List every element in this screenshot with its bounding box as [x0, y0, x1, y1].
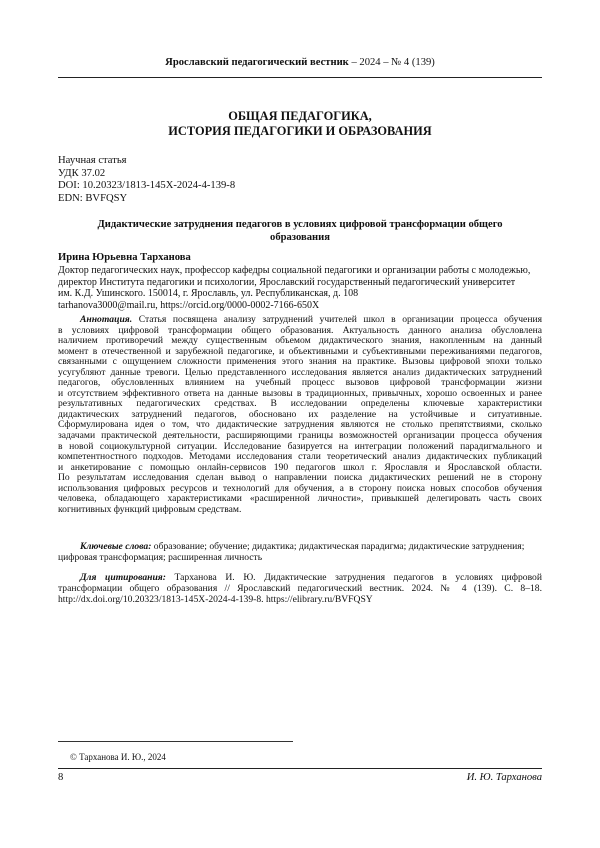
citation-line: трансформации общего образования // Ярославский педагогический вестник. 2024. № 4 (139). С. 8–18. [58, 582, 542, 594]
page-number: 8 [58, 772, 64, 783]
citation-text: Тарханова И. Ю. Дидактические затруднения педагогов в условиях цифровой [165, 572, 542, 583]
abstract-line: По результатам исследования сделан вывод о направлении поиска дидактических решений не в сторону [58, 472, 542, 484]
header-divider [58, 77, 542, 78]
abstract-line: использования цифровых ресурсов и технологий для обучения, а в сторону поиска новых способов обучения [58, 482, 542, 494]
journal-name: Ярославский педагогический вестник [165, 57, 349, 68]
abstract-line: связанными с ощущением сложности применения этого знания на практике. Вызовы цифровой эпохи только [58, 356, 542, 368]
abstract [58, 315, 542, 515]
edn: EDN: BVFQSY [58, 192, 128, 204]
section-title-line: ИСТОРИЯ ПЕДАГОГИКИ И ОБРАЗОВАНИЯ [168, 124, 432, 138]
abstract-line: дидактических затруднений педагогов, обосновано их разделение на устойчивые и ситуативные. [58, 408, 542, 420]
abstract-line: педагогов, обусловленных влиянием на учебный процесс вызовов цифровой трансформации жизни [58, 377, 542, 389]
udc-code: УДК 37.02 [58, 167, 106, 179]
section-title-line: ОБЩАЯ ПЕДАГОГИКА, [228, 109, 372, 123]
article-meta [58, 155, 235, 205]
author-name: Ирина Юрьевна Тарханова [58, 252, 191, 263]
abstract-line: наличием противоречий между существенным объемом дидактического знания, накопленным на данный [58, 335, 542, 347]
journal-issue: – 2024 – № 4 (139) [348, 57, 435, 68]
citation-line: http://dx.doi.org/10.20323/1813-145X-2024-4-139-8. https://elibrary.ru/BVFQSY [58, 593, 373, 605]
section-title [58, 109, 542, 139]
article-type: Научная статья [58, 155, 127, 166]
abstract-line: в новой социокультурной ситуации. Исследование базируется на интеграции положений парадигмального и [58, 440, 542, 452]
copyright-footnote: © Тарханова И. Ю., 2024 [70, 752, 166, 762]
abstract-label: Аннотация. [80, 314, 133, 325]
abstract-line: человека, обладающего характеристиками «расширенной личности», привыкшей делегировать часть своих [58, 493, 542, 505]
footer-author: И. Ю. Тарханова [466, 772, 542, 783]
author-affiliation [58, 265, 542, 312]
abstract-line: момент в отечественной и зарубежной педагогике, и объективными и субъективными переживаниями педагогов, [58, 345, 542, 357]
abstract-line: в условиях цифровой трансформации общего образования. Актуальность данного анализа обусловлена [58, 324, 542, 336]
abstract-line [58, 315, 542, 326]
affiliation-line: директор Института педагогики и психологии, Ярославский государственный педагогический университет [58, 276, 516, 288]
abstract-line: результативных педагогических средствах. В исследовании определены ключевые характеристики [58, 398, 542, 410]
doi: DOI: 10.20323/1813-145X-2024-4-139-8 [58, 180, 236, 191]
citation [58, 573, 542, 605]
abstract-line: Сформулирована идея о том, что дидактические затруднения являются не столько препятствиями, сколько [58, 419, 542, 431]
abstract-line: усугубляют данные тревоги. Целью представленного исследования является анализ дидактических затруднений [58, 366, 542, 378]
abstract-line: задачами практической деятельности, расширяющими границы возможностей организации процесса обучения [58, 430, 542, 442]
article-title: Дидактические затруднения педагогов в условиях цифровой трансформации общего образования [97, 219, 503, 243]
abstract-line: компетентностного подходов. Методами исследования стали теоретический анализ дидактических публикаций [58, 451, 542, 463]
keywords-label: Ключевые слова: [80, 541, 152, 552]
abstract-line: и отсутствием эффективного ответа на данные вызовы в традиционных, привычных, хорошо освоенных и ранее [58, 387, 542, 399]
keywords-line: цифровая трансформация; расширенная личность [58, 551, 263, 563]
keywords [58, 542, 542, 564]
author-contacts: tarhanova3000@mail.ru, https://orcid.org/0000-0002-7166-650X [58, 300, 320, 312]
affiliation-line: им. К.Д. Ушинского. 150014, г. Ярославль, ул. Республиканская, д. 108 [58, 288, 359, 300]
abstract-line: когнитивных функций цифровым средствам. [58, 503, 242, 515]
abstract-line: и анкетирование с помощью онлайн-сервисов 190 педагогов школ г. Ярославля и Ярославской области. [58, 461, 542, 473]
footer-divider [58, 768, 542, 769]
citation-label: Для цитирования: [80, 572, 166, 583]
running-header [58, 56, 542, 69]
abstract-text: Статья посвящена анализу затруднений учителей школ в организации процесса обучения [132, 314, 542, 325]
keywords-text: образование; обучение; дидактика; дидактическая парадигма; дидактические затруднения; [151, 541, 525, 552]
footnote-divider [58, 741, 293, 742]
affiliation-line: Доктор педагогических наук, профессор кафедры социальной педагогики и организации работы с молодежью, [58, 265, 531, 276]
